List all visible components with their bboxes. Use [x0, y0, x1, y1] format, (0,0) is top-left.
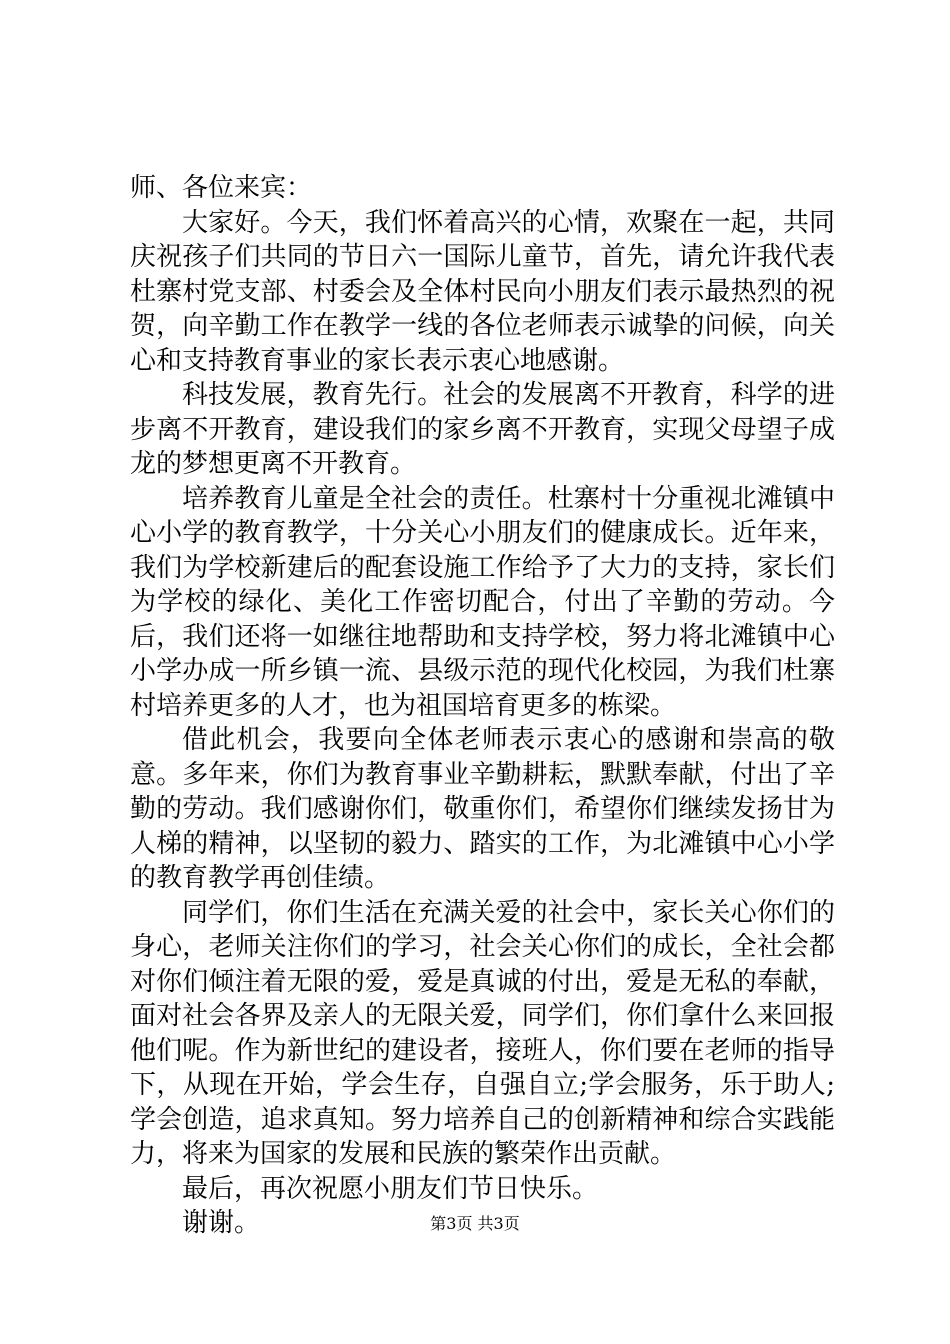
paragraph-responsibility: 培养教育儿童是全社会的责任。杜寨村十分重视北滩镇中心小学的教育教学，十分关心小朋友们的健康成长。近年来，我们为学校新建后的配套设施工作给予了大力的支持，家长们为学校的绿化、美化工作密切配合，付出了辛勤的劳动。今后，我们还将一如继往地帮助和支持学校，努力将北滩镇中心小学办成一所乡镇一流、县级示范的现代化校园，为我们杜寨村培养更多的人才，也为祖国培育更多的栋梁。: [130, 483, 835, 721]
paragraph-wishes: 最后，再次祝愿小朋友们节日快乐。: [182, 1173, 599, 1204]
paragraph-thanks: 谢谢。: [182, 1208, 261, 1238]
document-body: [130, 171, 835, 1241]
page-number-footer: 第3页 共3页: [430, 1214, 520, 1233]
paragraph-education: 科技发展，教育先行。社会的发展离不开教育，科学的进步离不开教育，建设我们的家乡离不开教育，实现父母望子成龙的梦想更离不开教育。: [130, 380, 835, 479]
paragraph-greeting: 大家好。今天，我们怀着高兴的心情，欢聚在一起，共同庆祝孩子们共同的节日六一国际儿童节，首先，请允许我代表杜寨村党支部、村委会及全体村民向小朋友们表示最热烈的祝贺，向辛勤工作在教学一线的各位老师表示诚挚的问候，向关心和支持教育事业的家长表示衷心地感谢。: [130, 207, 835, 376]
paragraph-students: 同学们，你们生活在充满关爱的社会中，家长关心你们的身心，老师关注你们的学习，社会关心你们的成长，全社会都对你们倾注着无限的爱，爱是真诚的付出，爱是无私的奉献，面对社会各界及亲人的无限关爱，同学们，你们拿什么来回报他们呢。作为新世纪的建设者，接班人，你们要在老师的指导下，从现在开始，学会生存，自强自立;学会服务，乐于助人;学会创造，追求真知。努力培养自己的创新精神和综合实践能力，将来为国家的发展和民族的繁荣作出贡献。: [130, 897, 835, 1169]
paragraph-continuation: 师、各位来宾：: [130, 173, 313, 203]
paragraph-teachers: 借此机会，我要向全体老师表示衷心的感谢和崇高的敬意。多年来，你们为教育事业辛勤耕耘，默默奉献，付出了辛勤的劳动。我们感谢你们，敬重你们，希望你们继续发扬甘为人梯的精神，以坚韧的毅力、踏实的工作，为北滩镇中心小学的教育教学再创佳绩。: [130, 725, 835, 893]
